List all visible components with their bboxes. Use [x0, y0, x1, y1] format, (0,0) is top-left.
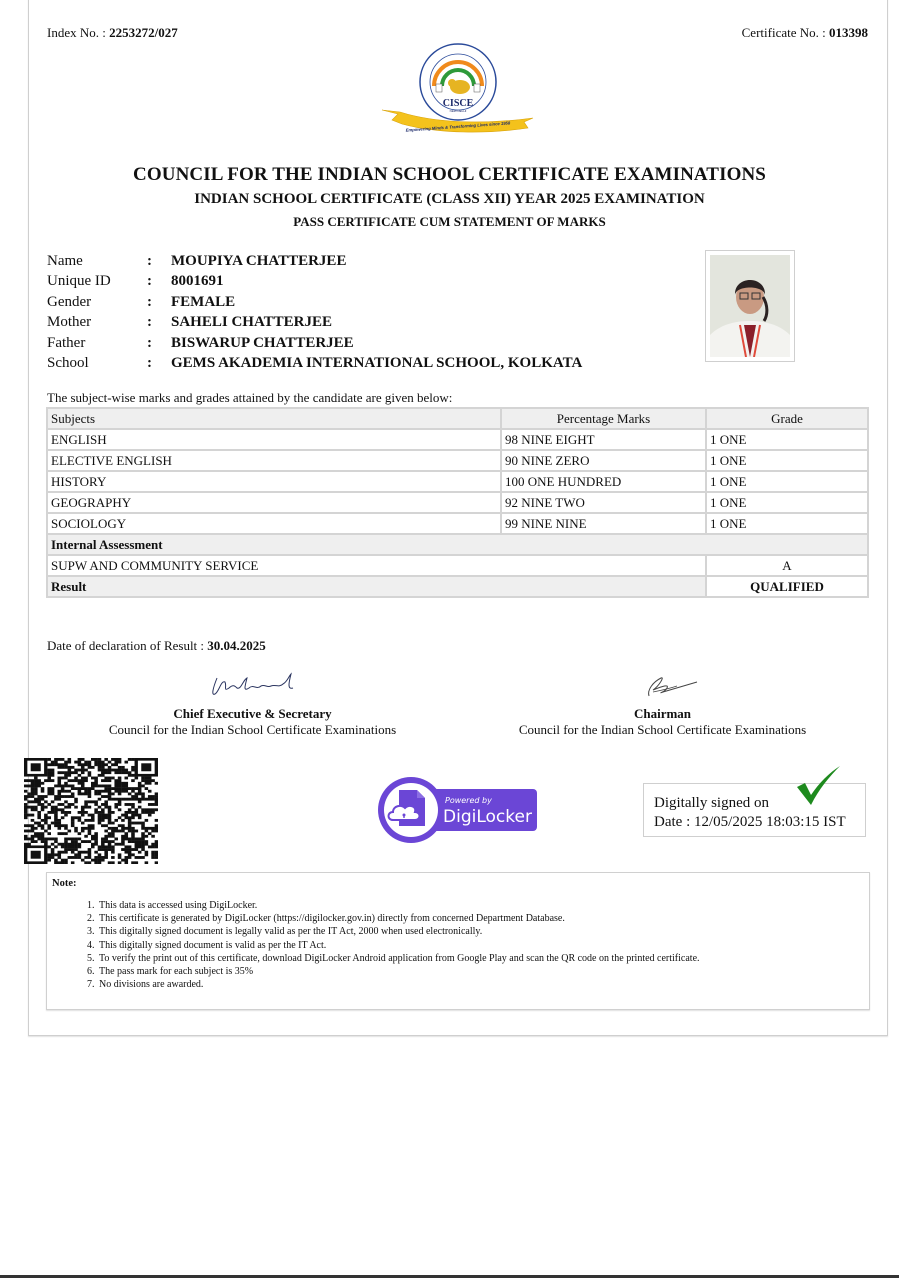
field-gender — [47, 292, 582, 312]
internal-assessment-header — [47, 534, 868, 555]
document-title: PASS CERTIFICATE CUM STATEMENT OF MARKS — [293, 214, 606, 229]
field-mother — [47, 312, 582, 332]
internal-subject-cell: SUPW AND COMMUNITY SERVICE — [47, 555, 706, 576]
signatory-chairman — [490, 672, 835, 738]
certificate-number — [742, 25, 868, 41]
field-name — [47, 251, 582, 271]
logo-city: NEW DELHI — [449, 109, 467, 113]
marks-intro: The subject-wise marks and grades attained by the candidate are given below: — [47, 390, 453, 405]
marks-cell: 90 NINE ZERO — [501, 450, 706, 471]
note-text: The pass mark for each subject is 35% — [99, 966, 254, 978]
qr-finder-pattern — [24, 845, 47, 864]
grade-cell: 1 ONE — [706, 471, 868, 492]
marks-cell: 99 NINE NINE — [501, 513, 706, 534]
cisce-logo — [378, 42, 538, 144]
field-separator: : — [147, 253, 152, 269]
field-label: Gender — [47, 293, 92, 310]
signature-icon — [203, 672, 303, 700]
field-value: GEMS AKADEMIA INTERNATIONAL SCHOOL, KOLKATA — [171, 354, 583, 371]
field-school — [47, 353, 582, 373]
field-value: BISWARUP CHATTERJEE — [171, 334, 354, 351]
table-row — [47, 429, 868, 450]
marks-cell: 100 ONE HUNDRED — [501, 471, 706, 492]
note-text: This digitally signed document is legally valid as per the IT Act, 2000 when used electronically. — [99, 926, 483, 938]
declaration-value: 30.04.2025 — [207, 638, 266, 653]
signatory-role: Chairman — [633, 706, 692, 721]
subject-cell: HISTORY — [47, 471, 501, 492]
subject-cell: GEOGRAPHY — [47, 492, 501, 513]
table-row — [47, 471, 868, 492]
result-row — [47, 576, 868, 597]
field-value: MOUPIYA CHATTERJEE — [171, 253, 347, 269]
table-header — [47, 408, 868, 429]
note-item: 3. This digitally signed document is legally valid as per the IT Act, 2000 when used electronically. — [87, 926, 483, 938]
table-row — [47, 450, 868, 471]
exam-title: INDIAN SCHOOL CERTIFICATE (CLASS XII) YEAR 2025 EXAMINATION — [194, 191, 705, 207]
field-father — [47, 333, 582, 353]
marks-cell: 92 NINE TWO — [501, 492, 706, 513]
internal-grade-cell: A — [706, 555, 868, 576]
notes-title: Note: — [52, 878, 77, 889]
field-separator: : — [147, 314, 152, 331]
index-value: 2253272/027 — [109, 25, 178, 40]
digital-signature-line1: Digitally signed on — [654, 795, 769, 811]
checkmark-icon — [795, 765, 841, 807]
bottom-divider — [0, 1275, 899, 1278]
internal-assessment-label: Internal Assessment — [47, 534, 868, 555]
signatory-organization: Council for the Indian School Certificate Examinations — [108, 722, 397, 737]
table-row — [47, 513, 868, 534]
qr-finder-pattern — [24, 758, 47, 777]
signatory-chief-executive — [80, 672, 425, 738]
internal-assessment-row — [47, 555, 868, 576]
signatory-organization: Council for the Indian School Certificate Examinations — [518, 722, 807, 737]
note-text: This digitally signed document is valid as per the IT Act. — [99, 939, 327, 951]
field-separator: : — [147, 354, 152, 371]
note-item: 2. This certificate is generated by DigiLocker (https://digilocker.gov.in) directly from concerned Department Database. — [87, 913, 565, 925]
index-label: Index No. : — [47, 25, 106, 40]
digilocker-brand-text: DigiLocker — [443, 807, 532, 827]
certificate-value: 013398 — [829, 25, 868, 40]
logo-ribbon-text: Empowering Minds & Transforming Lives since 1958 — [405, 120, 511, 133]
subject-cell: SOCIOLOGY — [47, 513, 501, 534]
field-separator: : — [147, 334, 152, 351]
grade-cell: 1 ONE — [706, 450, 868, 471]
grade-cell: 1 ONE — [706, 429, 868, 450]
field-value: FEMALE — [171, 293, 236, 310]
subject-cell: ELECTIVE ENGLISH — [47, 450, 501, 471]
field-label: Unique ID — [47, 273, 111, 290]
qr-finder-pattern — [135, 758, 158, 777]
note-text: To verify the print out of this certificate, download DigiLocker Android application from Google Play and scan the QR code on the printed certificate. — [99, 952, 700, 964]
table-row — [47, 492, 868, 513]
person-photo-icon — [710, 255, 790, 357]
grade-cell: 1 ONE — [706, 513, 868, 534]
field-value: 8001691 — [171, 273, 224, 290]
powered-by-text: Powered by — [445, 796, 492, 805]
candidate-details — [47, 251, 582, 373]
field-separator: : — [147, 293, 152, 310]
marks-cell: 98 NINE EIGHT — [501, 429, 706, 450]
column-header-marks: Percentage Marks — [501, 408, 706, 429]
field-unique-id — [47, 271, 582, 291]
qr-code[interactable] — [24, 758, 158, 864]
field-label: Name — [47, 253, 83, 269]
column-header-subjects: Subjects — [47, 408, 501, 429]
digital-signature-date: Date : 12/05/2025 18:03:15 IST — [654, 814, 846, 830]
note-item: 6. The pass mark for each subject is 35% — [87, 966, 254, 978]
grade-cell: 1 ONE — [706, 492, 868, 513]
note-item: 4. This digitally signed document is valid as per the IT Act. — [87, 939, 327, 951]
note-text: No divisions are awarded. — [99, 979, 204, 991]
field-label: Father — [47, 334, 86, 351]
note-item: 5. To verify the print out of this certificate, download DigiLocker Android application from Google Play and scan the QR code on the printed certificate. — [87, 952, 700, 964]
signatory-role: Chief Executive & Secretary — [173, 706, 332, 721]
certificate-label: Certificate No. : — [741, 25, 826, 40]
note-text: This data is accessed using DigiLocker. — [99, 900, 258, 911]
column-header-grade: Grade — [706, 408, 868, 429]
index-number — [47, 25, 178, 41]
digilocker-badge[interactable] — [377, 776, 539, 844]
field-label: School — [47, 354, 89, 371]
notes-box — [46, 872, 870, 1010]
marks-table — [46, 407, 869, 598]
candidate-photo — [705, 250, 795, 362]
signature-icon — [613, 672, 713, 700]
subject-cell: ENGLISH — [47, 429, 501, 450]
note-item: 1. This data is accessed using DigiLocker. — [87, 900, 258, 911]
declaration-date — [47, 638, 266, 654]
council-title: COUNCIL FOR THE INDIAN SCHOOL CERTIFICATE EXAMINATIONS — [133, 164, 766, 185]
field-value: SAHELI CHATTERJEE — [171, 314, 333, 331]
declaration-label: Date of declaration of Result : — [47, 638, 205, 653]
result-label: Result — [47, 576, 706, 597]
logo-acronym: CISCE — [442, 98, 474, 109]
note-item: 7. No divisions are awarded. — [87, 979, 204, 991]
field-label: Mother — [47, 314, 92, 331]
result-value: QUALIFIED — [706, 576, 868, 597]
field-separator: : — [147, 273, 152, 290]
note-text: This certificate is generated by DigiLocker (https://digilocker.gov.in) directly from concerned Department Database. — [99, 913, 565, 925]
notes-list — [87, 899, 700, 991]
